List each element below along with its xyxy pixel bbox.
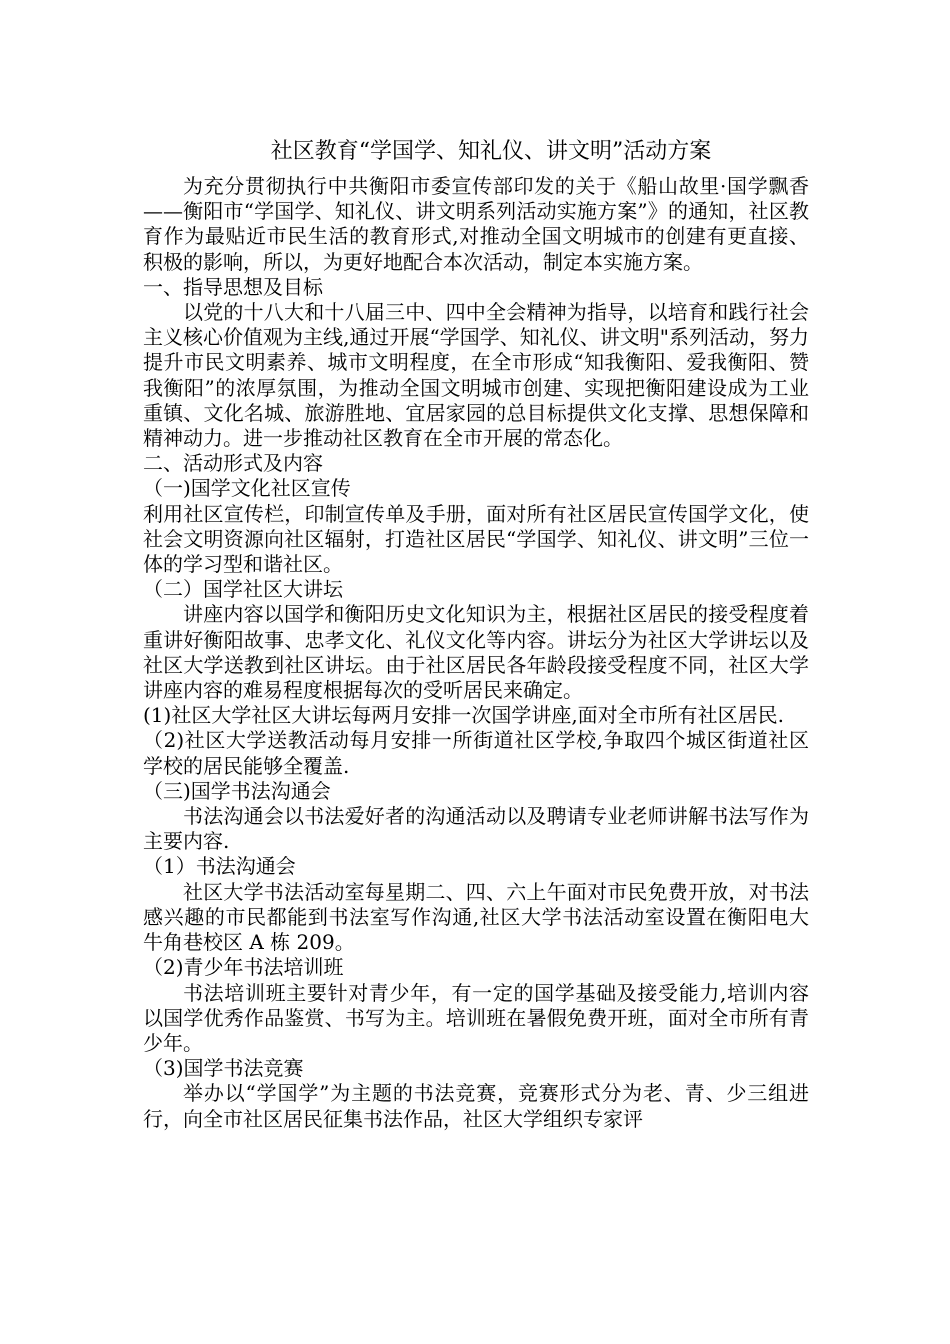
paragraph-guiding-thought: 以党的十八大和十八届三中、四中全会精神为指导，以培育和践行社会主义核心价值观为主线,通过开展“学国学、知礼仪、讲文明"系列活动，努力提升市民文明素养、城市文明程度，在全市形成“知我衡阳、爱我衡阳、赞我衡阳”的浓厚氛围，为推动全国文明城市创建、实现把衡阳建设成为工业重镇、文化名城、旅游胜地、宜居家园的总目标提供文化支撑、思想保障和精神动力。进一步推动社区教育在全市开展的常态化。 — [143, 300, 809, 451]
document-page — [143, 138, 809, 1132]
item-heading-calligraphy-meeting: （1）书法沟通会 — [143, 854, 296, 879]
paragraph-calligraphy: 书法沟通会以书法爱好者的沟通活动以及聘请专业老师讲解书法写作为主要内容. — [143, 804, 809, 854]
item-heading-youth-training: （2)青少年书法培训班 — [143, 955, 344, 980]
subsection-heading-3: （三)国学书法沟通会 — [143, 778, 331, 803]
section-heading-1: 一、指导思想及目标 — [143, 274, 323, 299]
section-heading-2: 二、活动形式及内容 — [143, 451, 323, 476]
paragraph-promotion: 利用社区宣传栏，印制宣传单及手册，面对所有社区居民宣传国学文化，使社会文明资源向社区辐射，打造社区居民“学国学、知礼仪、讲文明”三位一体的学习型和谐社区。 — [143, 501, 809, 577]
item-heading-competition: （3)国学书法竞赛 — [143, 1056, 304, 1081]
paragraph-lecture: 讲座内容以国学和衡阳历史文化知识为主，根据社区居民的接受程度着重讲好衡阳故事、忠孝文化、礼仪文化等内容。讲坛分为社区大学讲坛以及社区大学送教到社区讲坛。由于社区居民各年龄段接受程度不同，社区大学讲座内容的难易程度根据每次的受听居民来确定。 — [143, 602, 809, 703]
paragraph-youth-training: 书法培训班主要针对青少年，有一定的国学基础及接受能力,培训内容以国学优秀作品鉴赏、书写为主。培训班在暑假免费开班，面对全市所有青少年。 — [143, 980, 809, 1055]
paragraph-calligraphy-room: 社区大学书法活动室每星期二、四、六上午面对市民免费开放，对书法感兴趣的市民都能到书法室写作沟通,社区大学书法活动室设置在衡阳电大牛角巷校区 A 栋 209。 — [143, 879, 809, 955]
paragraph-competition: 举办以“学国学”为主题的书法竞赛，竞赛形式分为老、青、少三组进行，向全市社区居民征集书法作品，社区大学组织专家评 — [143, 1081, 809, 1131]
subsection-heading-2: （二）国学社区大讲坛 — [143, 577, 343, 602]
paragraph-intro: 为充分贯彻执行中共衡阳市委宣传部印发的关于《船山故里·国学飘香——衡阳市“学国学、知礼仪、讲文明系列活动实施方案”》的通知，社区教育作为最贴近市民生活的教育形式,对推动全国文明城市的创建有更直接、积极的影响，所以，为更好地配合本次活动，制定本实施方案。 — [143, 174, 809, 274]
document-title: 社区教育“学国学、知礼仪、讲文明”活动方案 — [270, 139, 712, 164]
list-item-lecture-2: （2)社区大学送教活动每月安排一所街道社区学校,争取四个城区街道社区学校的居民能够全覆盖. — [143, 728, 809, 778]
subsection-heading-1: （一)国学文化社区宣传 — [143, 476, 351, 501]
list-item-lecture-1: (1)社区大学社区大讲坛每两月安排一次国学讲座,面对全市所有社区居民. — [143, 703, 785, 728]
